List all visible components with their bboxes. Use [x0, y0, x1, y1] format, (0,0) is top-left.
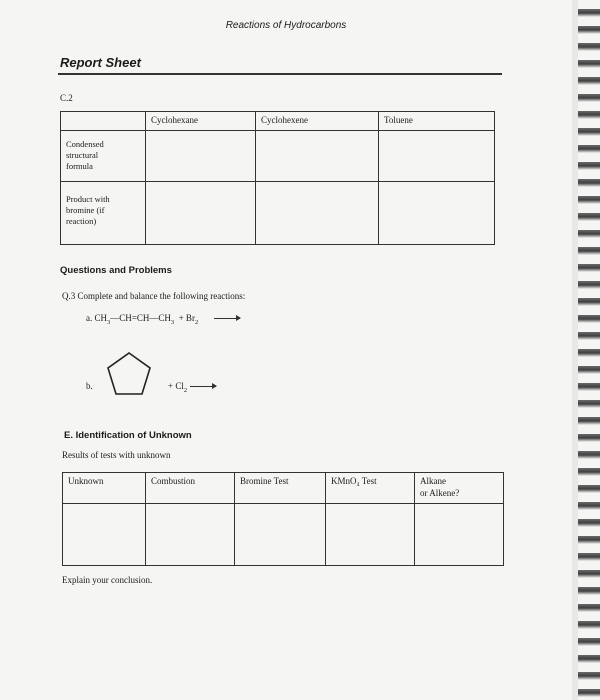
col-alkane-line1: Alkane	[420, 476, 446, 486]
c2-row2-line1: Product with	[66, 194, 110, 204]
unknown-caption: Results of tests with unknown	[62, 450, 171, 460]
c2-row-bromine	[61, 182, 495, 245]
report-title: Report Sheet	[60, 55, 141, 70]
c2-col-cyclohexane: Cyclohexane	[146, 112, 256, 131]
col-unknown: Unknown	[63, 473, 146, 504]
col-alkane-line2: or Alkene?	[420, 487, 460, 498]
unknown-header-row	[63, 473, 504, 504]
unknown-cell-answer[interactable]	[326, 504, 415, 566]
c2-cell-answer[interactable]	[146, 182, 256, 245]
running-head: Reactions of Hydrocarbons	[225, 20, 347, 31]
reaction-a-reagent: + Br	[178, 313, 195, 323]
cyclopentene-structure	[104, 350, 154, 398]
c2-cell-answer[interactable]	[379, 182, 495, 245]
identification-heading: E. Identification of Unknown	[64, 430, 192, 441]
c2-row2-line2: bromine (if	[66, 205, 105, 216]
reaction-a-sub2: 3	[170, 318, 175, 326]
section-c2-label: C.2	[60, 93, 73, 103]
reaction-b	[168, 381, 220, 394]
q3-prompt: Q.3 Complete and balance the following reactions:	[62, 291, 246, 301]
c2-row2-line3: reaction)	[66, 216, 97, 227]
reaction-a-sub1: 3	[107, 318, 111, 326]
c2-cell-answer[interactable]	[379, 131, 495, 182]
c2-col-cyclohexene: Cyclohexene	[256, 112, 379, 131]
col-alkane-or-alkene	[415, 473, 504, 504]
c2-header-row	[61, 112, 495, 131]
c2-cell-answer[interactable]	[256, 182, 379, 245]
c2-row1-line2: structural	[66, 150, 99, 161]
unknown-cell-answer[interactable]	[63, 504, 146, 566]
reaction-a-ch3: CH	[94, 313, 108, 323]
reaction-b-sub: 2	[183, 386, 188, 394]
c2-table	[60, 111, 495, 245]
explain-conclusion: Explain your conclusion.	[62, 575, 153, 585]
unknown-cell-answer[interactable]	[235, 504, 326, 566]
col-combustion: Combustion	[146, 473, 235, 504]
c2-row-structural	[61, 131, 495, 182]
reaction-a-chain: —CH=CH—CH	[110, 313, 171, 323]
reaction-a-sub3: 2	[194, 318, 199, 326]
unknown-cell-answer[interactable]	[415, 504, 504, 566]
c2-row-label	[61, 131, 146, 182]
unknown-table	[62, 472, 504, 566]
c2-row-label	[61, 182, 146, 245]
reaction-b-label: b.	[86, 381, 93, 391]
c2-cell-answer[interactable]	[146, 131, 256, 182]
unknown-cell-answer[interactable]	[146, 504, 235, 566]
unknown-answer-row	[63, 504, 504, 566]
col-bromine-test: Bromine Test	[235, 473, 326, 504]
c2-row1-line3: formula	[66, 161, 93, 172]
reaction-arrow	[190, 386, 216, 387]
c2-col-toluene: Toluene	[379, 112, 495, 131]
spiral-binding	[572, 0, 600, 700]
reaction-arrow	[214, 318, 240, 319]
questions-heading: Questions and Problems	[60, 265, 172, 276]
reaction-a-label: a.	[86, 313, 93, 323]
reaction-b-reagent: + Cl	[168, 381, 184, 391]
c2-row1-line1: Condensed	[66, 139, 104, 149]
col-kmno4-test: KMnO₄ Test	[326, 473, 415, 504]
title-rule	[58, 73, 502, 75]
c2-cell-answer[interactable]	[256, 131, 379, 182]
c2-corner-cell	[61, 112, 146, 131]
reaction-a	[86, 313, 244, 326]
